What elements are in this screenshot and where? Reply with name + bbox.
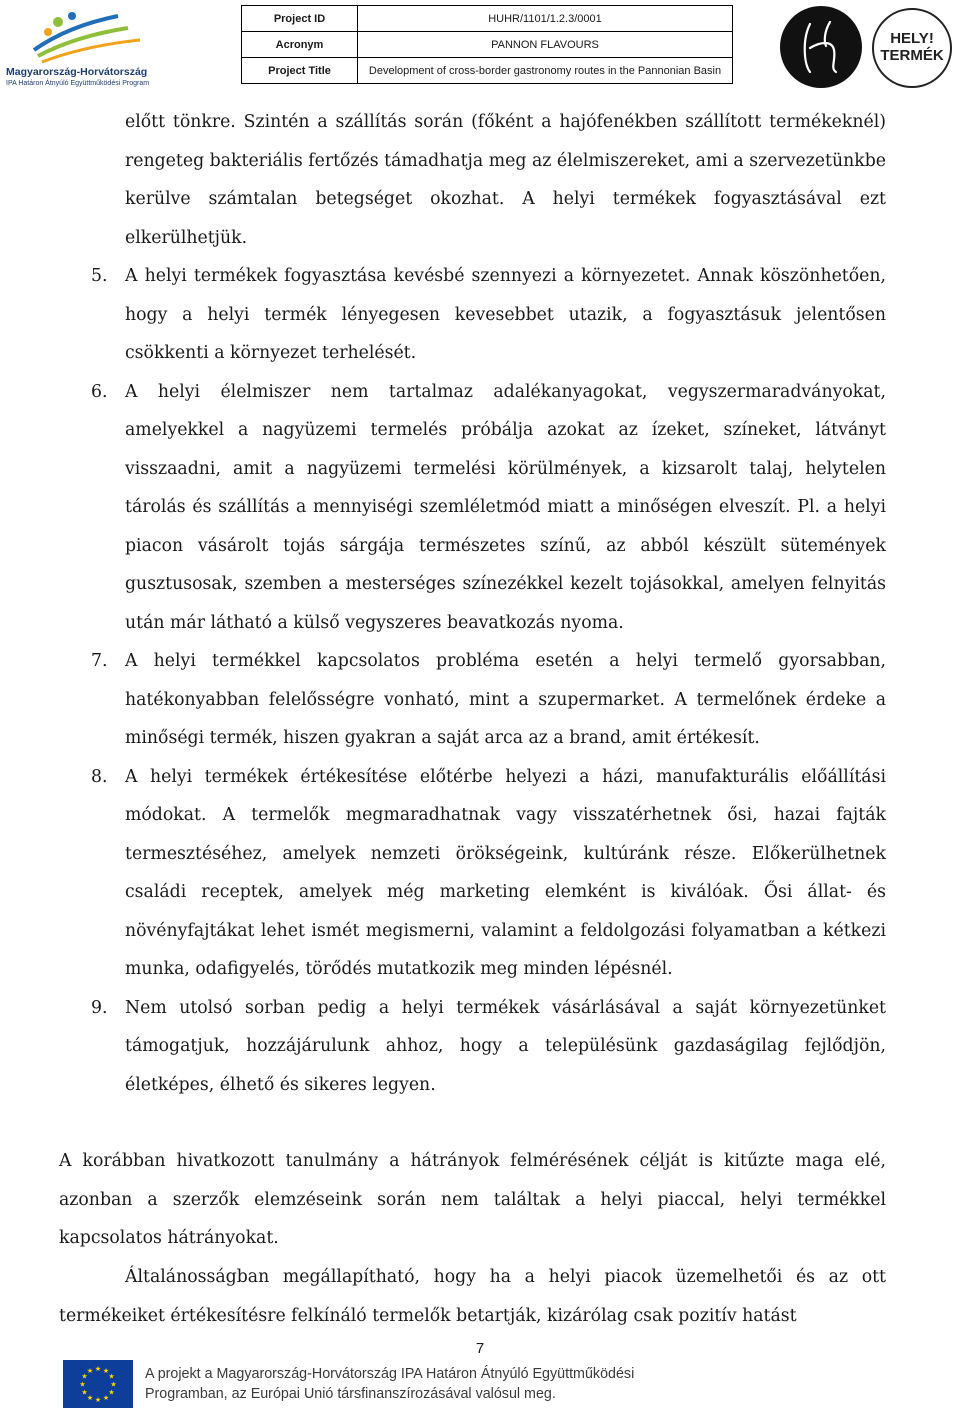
body-paragraph: Általánosságban megállapítható, hogy ha a helyi piacok üzemelhetői és az ott termékeiket értékesítésre felkínáló termelők betartják, kizárólag csak pozitív hatást (59, 1267, 886, 1326)
list-item-number: 7. (91, 651, 108, 671)
program-logo-mark (28, 6, 148, 64)
svg-text:★: ★ (102, 1367, 110, 1375)
acronym-value: PANNON FLAVOURS (358, 32, 733, 58)
svg-text:★: ★ (110, 1380, 117, 1389)
helyi-termek-logo-line2: TERMÉK (880, 47, 944, 64)
list-item-text: A helyi termékek értékesítése előtérbe helyezi a házi, manufakturális előállítási módokat. A termelők megmaradhatnak vagy visszatérhetnek ősi, hazai fajták termesztéséhez, amelyek nemzeti örökségeink, kultúránk része. Előkerülhetnek családi receptek, amelyek még marketing elemként is kiválóak. Ősi állat- és növényfajtákat lehet ismét megismerni, valamint a feldolgozási folyamatban a kétkezi munka, odafigyelés, törődés mutatkozik meg minden lépésnél. (125, 766, 886, 979)
page-number: 7 (475, 1340, 485, 1357)
svg-text:★: ★ (102, 1394, 110, 1402)
list-item-text: A helyi élelmiszer nem tartalmaz adalékanyagokat, vegyszermaradványokat, amelyekkel a nagyüzemi termelés próbálja azokat az ízeket, színeket, látványt visszaadni, amit a nagyüzemi termelési körülmények, a kizsarolt talaj, helytelen tárolás és szállítás a mennyiségi szemléletmód miatt a minőségen elveszít. Pl. a helyi piacon vásárolt tojás sárgája természetes színű, az abból készült sütemények gusztusosak, szemben a mesterséges színezékkel kezelt tojásokkal, amelyen felnyitás után már látható a külső vegyszeres beavatkozás nyoma. (125, 381, 886, 633)
helyi-termek-logo-line1: HELY! (890, 30, 934, 47)
list-item-number: 9. (91, 997, 108, 1018)
svg-text:★: ★ (108, 1388, 115, 1397)
funding-statement-line1: A projekt a Magyarország-Horvátország IPA Határon Átnyúló Együttműködési (145, 1366, 635, 1382)
list-item (88, 373, 886, 643)
list-item-number: 5. (91, 266, 108, 286)
continuation-paragraph: előtt tönkre. Szintén a szállítás során (főként a hajófenékben szállított termékeknél) rengeteg bakteriális fertőzés támadhatja meg az élelmiszereket, ami a szervezetünkbe kerülve számtalan betegséget okozhat. A helyi termékek fogyasztásával ezt elkerülhetjük. (125, 112, 886, 248)
program-logo (0, 0, 170, 96)
list-item-text: A helyi termékek fogyasztása kevésbé szennyezi a környezetet. Annak köszönhetően, hogy a helyi termék lényegesen kevesebbet utazik, a fogyasztásuk jelentősen csökkenti a környezet terhelését. (125, 266, 886, 363)
list-item-number: 8. (91, 766, 108, 787)
list-item-number: 6. (91, 381, 108, 402)
list-item-text: Nem utolsó sorban pedig a helyi termékek vásárlásával a saját környezetünket támogatjuk, hozzájárulunk ahhoz, hogy a településünk gazdaságilag fejlődjön, életképes, élhető és sikeres legyen. (125, 997, 886, 1095)
list-item (88, 257, 886, 373)
eu-stars-icon (63, 1360, 133, 1408)
program-logo-title: Magyarország-Horvátország (6, 66, 148, 78)
body-paragraph: A korábban hivatkozott tanulmány a hátrányok felmérésének célját is kitűzte maga elé, azonban a szerzők elemzéseink során nem találtak a helyi piaccal, helyi termékkel kapcsolatos hátrányokat. (59, 1151, 886, 1248)
svg-text:★: ★ (79, 1380, 86, 1389)
helyi-termek-logo (872, 8, 952, 88)
list-item (88, 989, 886, 1105)
project-id-label: Project ID (242, 6, 358, 32)
svg-text:★: ★ (86, 1394, 94, 1402)
pannon-flavours-logo (780, 6, 862, 88)
project-title-row (242, 58, 733, 84)
svg-text:★: ★ (86, 1367, 94, 1375)
project-title-value: Development of cross-border gastronomy routes in the Pannonian Basin (358, 58, 733, 84)
svg-text:★: ★ (94, 1365, 102, 1373)
svg-text:★: ★ (81, 1372, 88, 1381)
project-id-row (242, 6, 733, 32)
benefits-list (88, 257, 886, 1104)
svg-text:★: ★ (81, 1388, 88, 1397)
list-item (88, 758, 886, 989)
list-item (88, 642, 886, 758)
funding-statement (145, 1364, 634, 1404)
program-logo-subtitle: IPA Határon Átnyúló Együttműködési Program (6, 80, 150, 87)
acronym-label: Acronym (242, 32, 358, 58)
svg-text:★: ★ (108, 1372, 115, 1381)
svg-text:★: ★ (94, 1396, 102, 1404)
eu-flag-icon (63, 1360, 133, 1408)
list-item-text: A helyi termékkel kapcsolatos probléma esetén a helyi termelő gyorsabban, hatékonyabban felelősségre vonható, mint a szupermarket. A termelőnek érdeke a minőségi termék, hiszen gyakran a saját arca az a brand, amit értékesít. (125, 651, 886, 748)
project-title-label: Project Title (242, 58, 358, 84)
acronym-row (242, 32, 733, 58)
h-monogram-icon (780, 6, 862, 88)
funding-statement-line2: Programban, az Európai Unió társfinanszírozásával valósul meg. (145, 1386, 556, 1402)
project-info-table (241, 5, 733, 84)
project-id-value: HUHR/1101/1.2.3/0001 (358, 6, 733, 32)
